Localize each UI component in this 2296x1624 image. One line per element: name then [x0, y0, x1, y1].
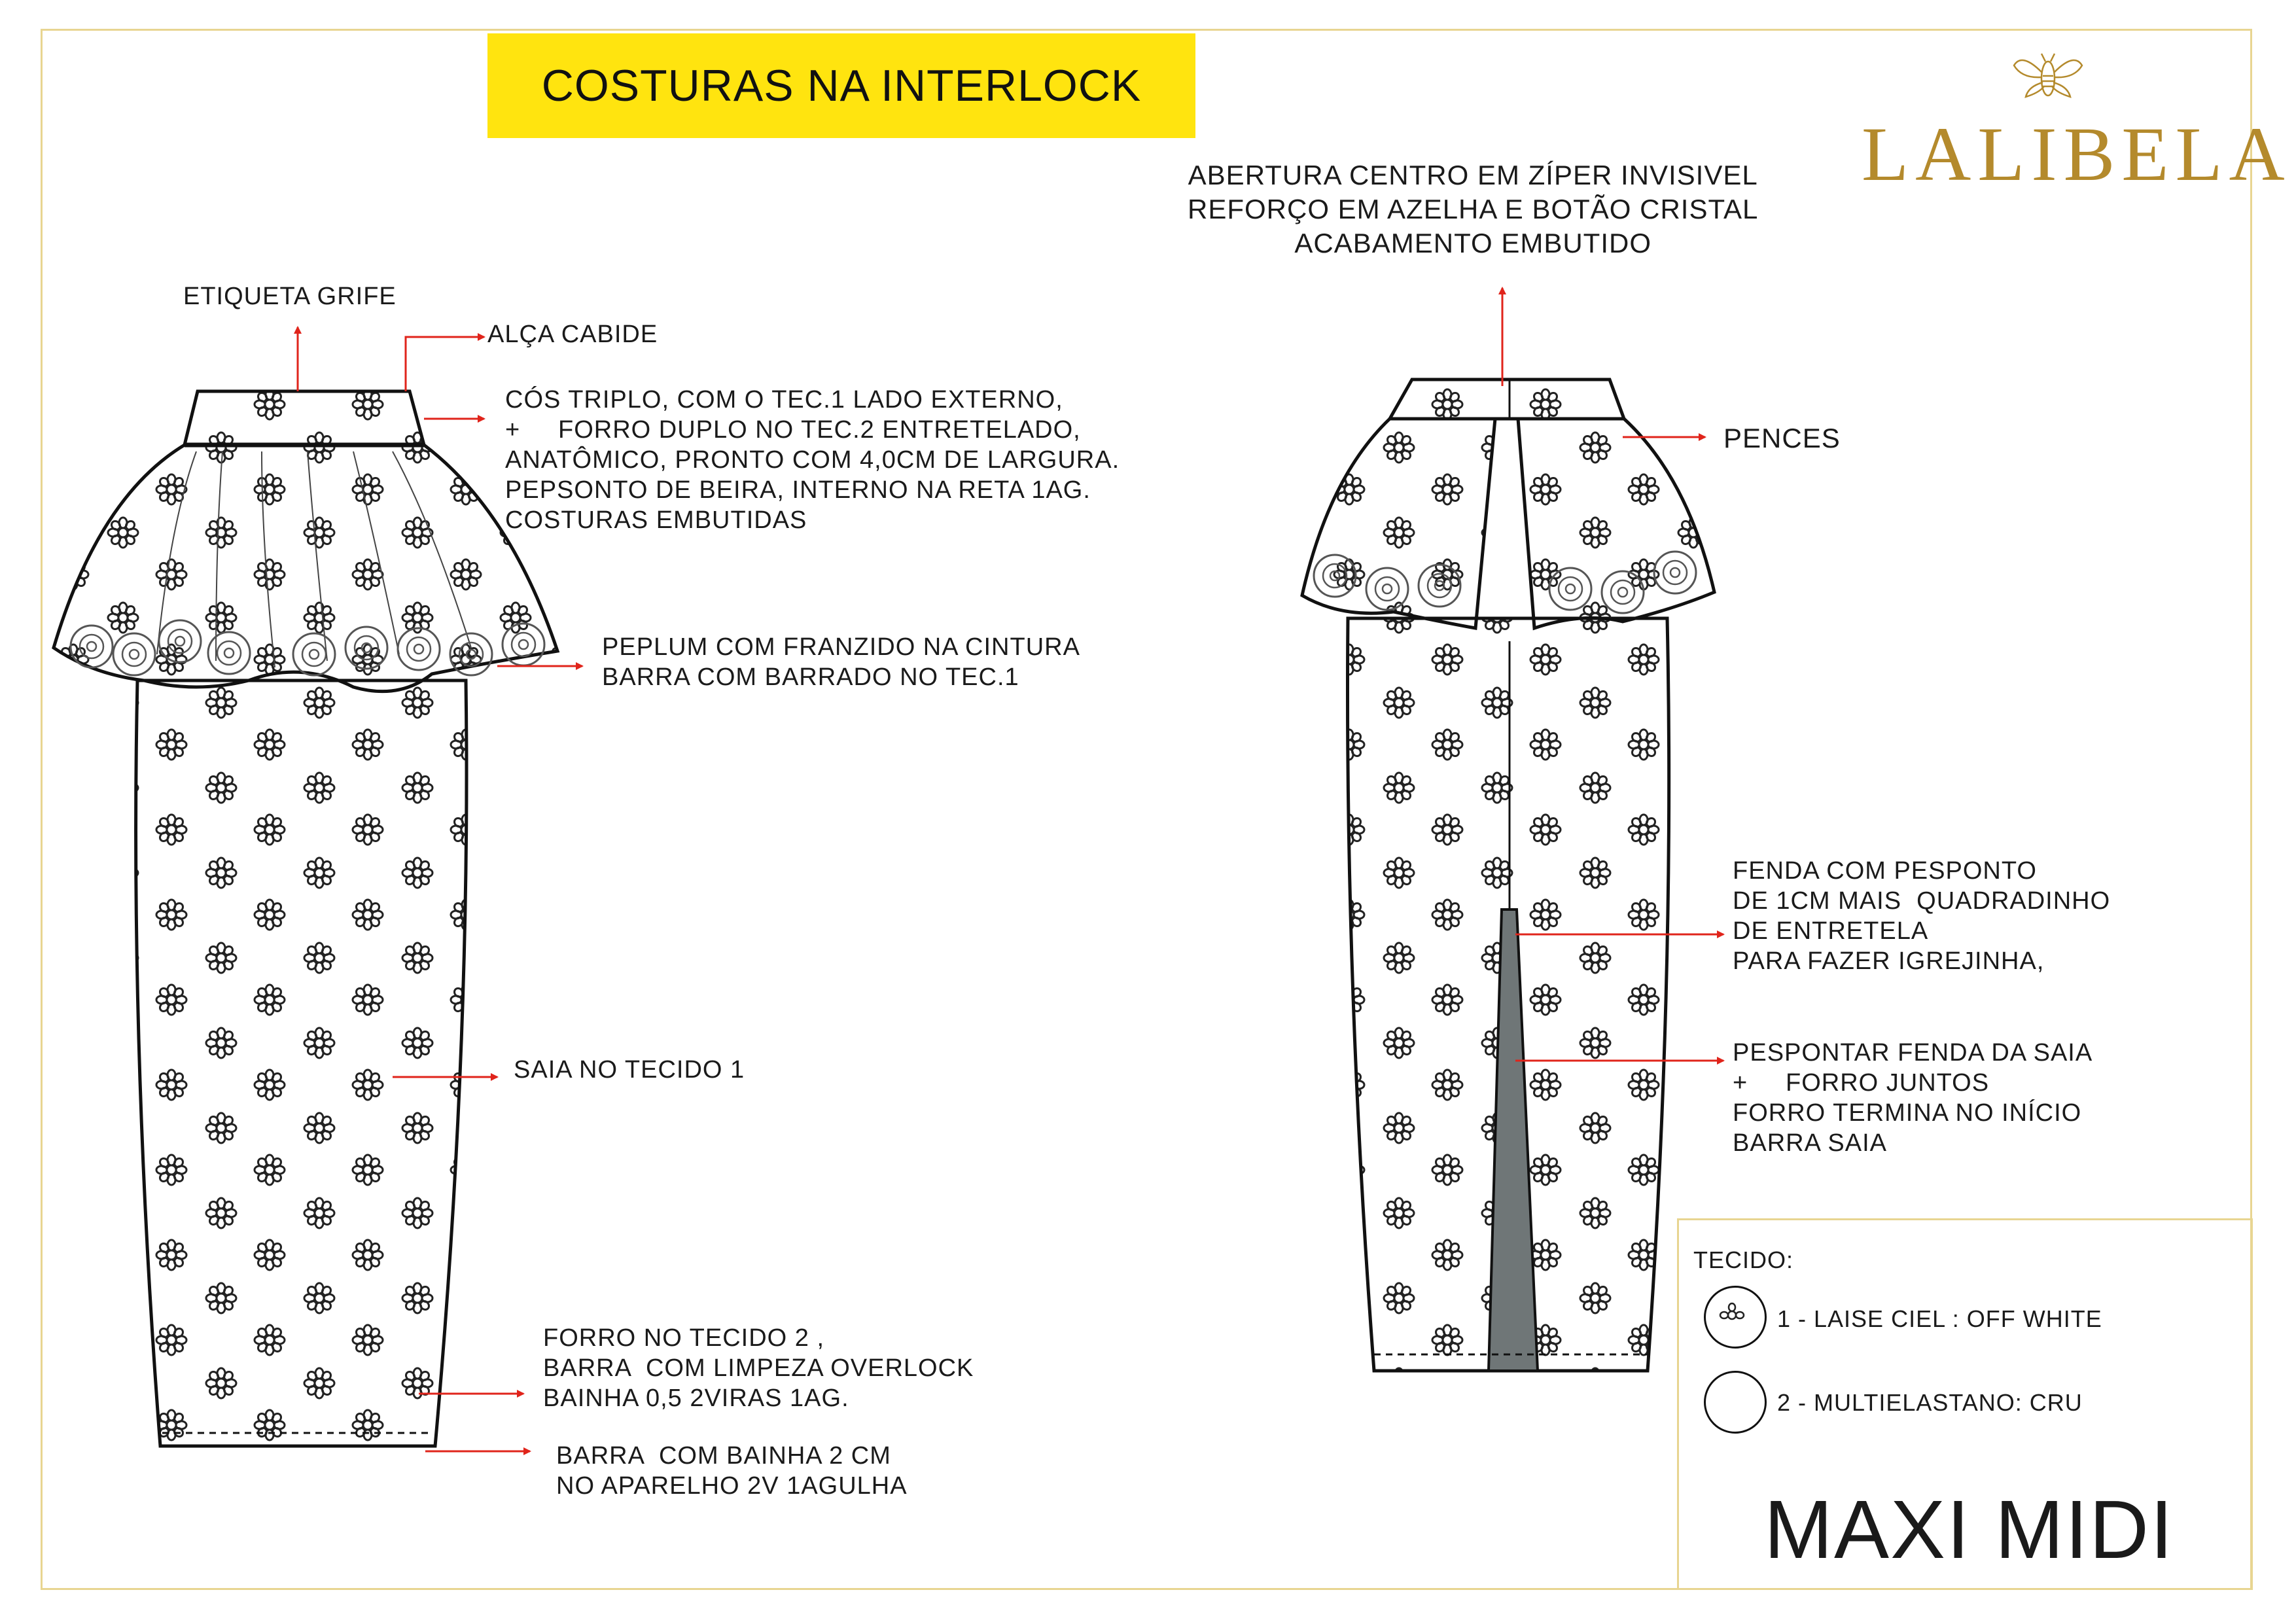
arrow-alca — [406, 337, 484, 391]
note-peplum: PEPLUM COM FRANZIDO NA CINTURA BARRA COM BARRADO NO TEC.1 — [602, 633, 1080, 691]
note-cos-triplo: CÓS TRIPLO, COM O TEC.1 LADO EXTERNO, + FORRO DUPLO NO TEC.2 ENTRETELADO, ANATÔMICO, PRONTO COM 4,0CM DE LARGURA. PEPSONTO DE BEIRA, INTERNO NA RETA 1AG. COSTURAS EMBUTIDAS — [505, 386, 1120, 534]
legend-heading: TECIDO: — [1693, 1246, 1794, 1273]
front-skirt-body — [136, 680, 467, 1446]
front-skirt — [136, 680, 467, 1446]
note-abertura: ABERTURA CENTRO EM ZÍPER INVISIVEL REFORÇO EM AZELHA E BOTÃO CRISTAL ACABAMENTO EMBUTIDO — [1188, 160, 1759, 258]
back-waistband — [1390, 380, 1624, 419]
note-pespontar: PESPONTAR FENDA DA SAIA + FORRO JUNTOS FORRO TERMINA NO INÍCIO BARRA SAIA — [1733, 1039, 2093, 1157]
note-pences: PENCES — [1723, 423, 1841, 453]
back-skirt — [1348, 618, 1669, 1371]
lace-motif-icon — [1706, 1288, 1765, 1347]
model-name: MAXI MIDI — [1764, 1483, 2175, 1576]
note-barra: BARRA COM BAINHA 2 CM NO APARELHO 2V 1AGULHA — [556, 1442, 908, 1500]
legend-fabric-2: 2 - MULTIELASTANO: CRU — [1777, 1389, 2083, 1416]
fabric-legend — [1677, 1218, 2253, 1590]
page-title: COSTURAS NA INTERLOCK — [541, 61, 1142, 111]
legend-fabric-1: 1 - LAISE CIEL : OFF WHITE — [1777, 1305, 2102, 1332]
note-etiqueta-grife: ETIQUETA GRIFE — [183, 283, 397, 310]
back-peplum-right — [1518, 419, 1714, 628]
note-forro: FORRO NO TECIDO 2 , BARRA COM LIMPEZA OVERLOCK BAINHA 0,5 2VIRAS 1AG. — [543, 1324, 974, 1412]
brand-logo: LALIBELA — [1862, 111, 2291, 197]
front-peplum — [54, 445, 557, 692]
note-alca-cabide: ALÇA CABIDE — [487, 321, 658, 348]
plain-swatch-icon — [1704, 1371, 1767, 1434]
back-peplum — [1302, 419, 1714, 628]
note-fenda: FENDA COM PESPONTO DE 1CM MAIS QUADRADINHO DE ENTRETELA PARA FAZER IGREJINHA, — [1733, 857, 2111, 975]
note-saia: SAIA NO TECIDO 1 — [514, 1056, 745, 1084]
front-waistband — [185, 391, 424, 445]
lace-swatch-icon — [1704, 1286, 1767, 1349]
